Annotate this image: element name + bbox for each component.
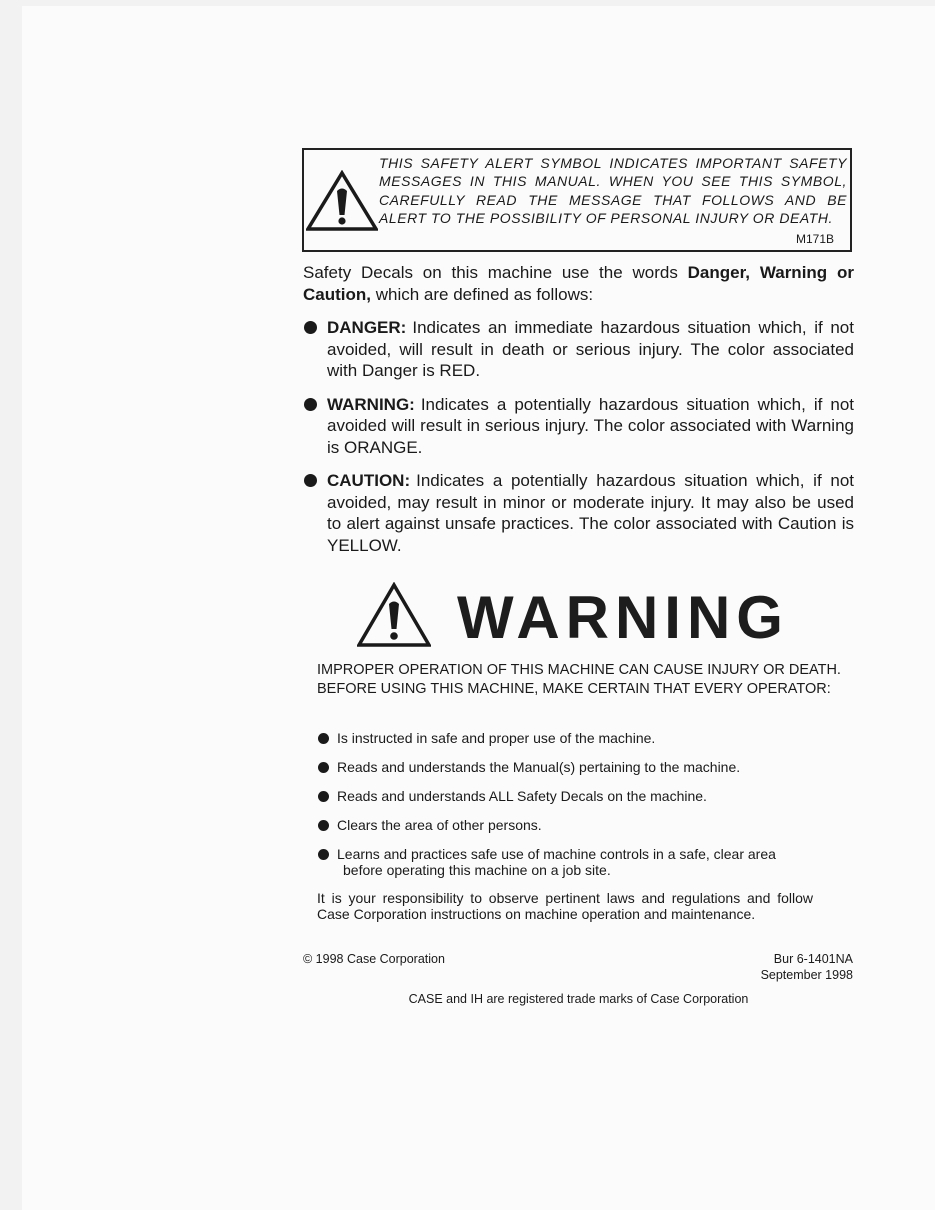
alert-code: M171B <box>795 232 834 246</box>
list-item: Is instructed in safe and proper use of the machine. <box>317 730 847 746</box>
intro-suffix: which are defined as follows: <box>371 285 594 304</box>
publication-info <box>761 952 853 983</box>
bullet-icon <box>318 762 329 773</box>
intro-bold-terms: Danger, Warning or Caution, <box>303 263 854 304</box>
definition-text: Indicates an immediate hazardous situation which, if not avoided, will result in death or serious injury. The color associated with Danger is RED. <box>327 318 854 380</box>
definition-danger <box>303 317 854 382</box>
responsibility-paragraph: It is your responsibility to observe pertinent laws and regulations and follow Case Corporation instructions on machine operation and maintenance. <box>317 890 813 922</box>
warning-triangle-icon <box>357 582 431 648</box>
safety-alert-triangle-icon <box>306 170 378 232</box>
definition-term: WARNING: <box>327 394 415 414</box>
signal-word-definitions <box>303 317 854 568</box>
intro-prefix: Safety Decals on this machine use the words <box>303 263 688 282</box>
publication-number: Bur 6-1401NA <box>773 952 853 966</box>
intro-paragraph <box>303 262 854 306</box>
operator-requirements-list <box>317 730 847 891</box>
list-item: Clears the area of other persons. <box>317 817 847 833</box>
warning-title: WARNING <box>457 584 789 651</box>
list-item: Learns and practices safe use of machine controls in a safe, clear area before operating this machine on a job site. <box>317 846 847 878</box>
bullet-icon <box>304 474 317 487</box>
publication-date: September 1998 <box>760 967 853 982</box>
list-item-continuation: before operating this machine on a job site. <box>343 862 611 878</box>
definition-caution <box>303 470 854 556</box>
bullet-icon <box>304 321 317 334</box>
copyright: © 1998 Case Corporation <box>303 952 445 966</box>
bullet-icon <box>318 733 329 744</box>
list-item: Reads and understands ALL Safety Decals on the machine. <box>317 788 847 804</box>
safety-alert-box <box>302 148 852 252</box>
trademark-notice: CASE and IH are registered trade marks of Case Corporation <box>408 992 749 1006</box>
definition-text: Indicates a potentially hazardous situation which, if not avoided, may result in minor or moderate injury. It may also be used to alert against unsafe practices. The color associated with Caution is YELLOW. <box>327 471 854 555</box>
warning-intro: IMPROPER OPERATION OF THIS MACHINE CAN CAUSE INJURY OR DEATH. BEFORE USING THIS MACHINE, MAKE CERTAIN THAT EVERY OPERATOR: <box>317 662 841 697</box>
bullet-icon <box>318 791 329 802</box>
definition-warning <box>303 394 854 459</box>
warning-heading <box>357 582 817 652</box>
bullet-icon <box>318 849 329 860</box>
definition-term: DANGER: <box>327 318 407 337</box>
bullet-icon <box>304 398 317 411</box>
definition-text: Indicates a potentially hazardous situation which, if not avoided will result in serious injury. The color associated with Warning is ORANGE. <box>327 394 854 457</box>
bullet-icon <box>318 820 329 831</box>
list-item: Reads and understands the Manual(s) pertaining to the machine. <box>317 759 847 775</box>
definition-term: CAUTION: <box>327 471 411 490</box>
alert-message: THIS SAFETY ALERT SYMBOL INDICATES IMPORTANT SAFETY MESSAGES IN THIS MANUAL. WHEN YOU SEE THIS SYMBOL, CAREFULLY READ THE MESSAGE THAT FOLLOWS AND BE ALERT TO THE POSSIBILITY OF PERSONAL INJURY OR DEATH. <box>379 155 847 227</box>
